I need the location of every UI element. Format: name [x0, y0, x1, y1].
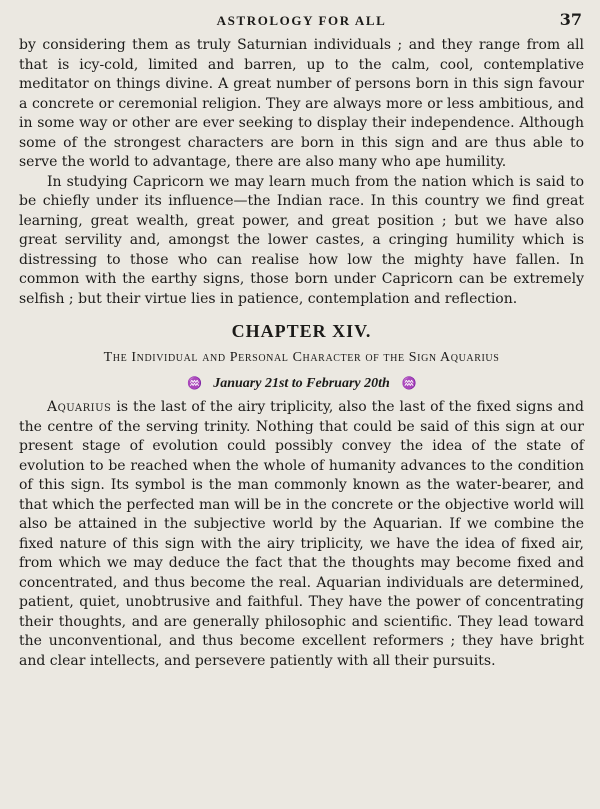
page-number: 37 [559, 10, 582, 29]
paragraph-capricorn-india: In studying Capricorn we may learn much from the nation which is said to be chiefly under its influence—the Indian race. In this country we find great learning, great wealth, great power, and great position ; but we have also great servility and, amongst the lower castes, a cringing humility which is distressing to those who can realise how low the mighty have fallen. In common with the earthy signs, those born under Capricorn can be extremely selfish ; but their virtue lies in patience, contemplation and reflection. [19, 173, 584, 307]
paragraph-aquarius [19, 398, 584, 671]
paragraph-capricorn-continued: by considering them as truly Saturnian individuals ; and they range from all that is icy-cold, limited and barren, up to the calm, cool, contemplative meditator on things divine. A great number of persons born in this sign favour a concrete or ceremonial religion. They are always more or less ambitious, and in some way or other are ever seeking to display their independence. Although some of the strongest characters are born in this sign and are thus able to serve the world to advantage, there are also many who ape humility. [19, 37, 584, 170]
date-range-line [19, 376, 584, 392]
aquarius-symbol-icon: ♒ [401, 376, 416, 390]
paragraph-aquarius-text: is the last of the airy triplicity, also the last of the fixed signs and the centre of the serving trinity. Nothing that could be said of this sign at our present stage of evolution could possibly convey the idea of the state of evolution to be reached when the whole of humanity advances to the condition of this sign. Its symbol is the man commonly known as the water-bearer, and that which the perfected man will be in the concrete or the objective world will also be attained in the subjective world by the Aquarian. If we combine the fixed nature of this sign with the airy triplicity, we have the idea of fixed air, from which we may deduce the fact that the thoughts may become fixed and concentrated, and thus become the real. Aquarian individuals are determined, patient, quiet, unobtrusive and faithful. They have the power of concentrating their thoughts, and are generally philosophic and scientific. They lead toward the unconventional, and thus become excellent reformers ; they have bright and clear intellects, and persevere patiently with all their pursuits. [19, 399, 584, 669]
chapter-title: CHAPTER XIV. [231, 321, 372, 341]
lead-word: Aquarius [47, 399, 112, 415]
running-head [19, 10, 584, 36]
running-title: ASTROLOGY FOR ALL [216, 13, 387, 28]
aquarius-symbol-icon: ♒ [187, 376, 202, 390]
date-range: January 21st to February 20th [213, 376, 390, 391]
chapter-subtitle: The Individual and Personal Character of the Sign Aquarius [103, 350, 500, 365]
